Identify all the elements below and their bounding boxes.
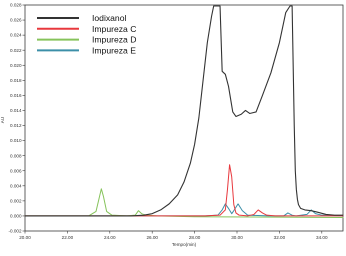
y-tick-label: 0.020 xyxy=(10,62,22,68)
y-tick-label: 0.028 xyxy=(10,2,22,8)
legend-label-iodixanol: Iodixanol xyxy=(92,13,127,23)
y-axis-ticks xyxy=(8,3,25,234)
y-tick-label: 0.006 xyxy=(10,168,22,174)
y-tick-label: 0.014 xyxy=(10,108,22,114)
x-tick-label: 30.00 xyxy=(231,235,243,240)
y-tick-label: 0.002 xyxy=(10,198,22,204)
y-tick-label: 0.012 xyxy=(10,123,22,129)
legend-label-impureza-e: Impureza E xyxy=(92,45,136,56)
x-tick-label: 34.00 xyxy=(316,235,328,240)
legend-label-impureza-d: Impureza D xyxy=(92,34,137,45)
x-axis-title: Tempo(min) xyxy=(171,242,197,247)
x-tick-label: 24.00 xyxy=(104,235,116,240)
y-tick-label: 0.024 xyxy=(10,32,22,38)
y-tick-label: 0.022 xyxy=(10,47,22,53)
legend-label-impureza-c: Impureza C xyxy=(92,23,137,34)
x-axis-ticks xyxy=(19,231,328,240)
x-tick-label: 28.00 xyxy=(188,235,201,240)
x-tick-label: 32.00 xyxy=(273,235,286,240)
y-tick-label: 0.004 xyxy=(10,183,22,189)
x-tick-label: 20.00 xyxy=(19,235,31,240)
y-tick-label: 0.016 xyxy=(10,93,22,98)
y-axis-title: AU xyxy=(0,116,5,124)
y-tick-label: 0.000 xyxy=(10,213,22,219)
x-tick-label: 22.00 xyxy=(61,235,74,240)
y-tick-label: 0.026 xyxy=(10,17,22,23)
y-tick-label: 0.008 xyxy=(10,153,22,159)
y-tick-label: 0.018 xyxy=(10,77,22,83)
y-tick-label: 0.010 xyxy=(10,138,22,144)
x-tick-label: 26.00 xyxy=(146,235,158,240)
y-tick-label: -0.002 xyxy=(8,228,22,234)
